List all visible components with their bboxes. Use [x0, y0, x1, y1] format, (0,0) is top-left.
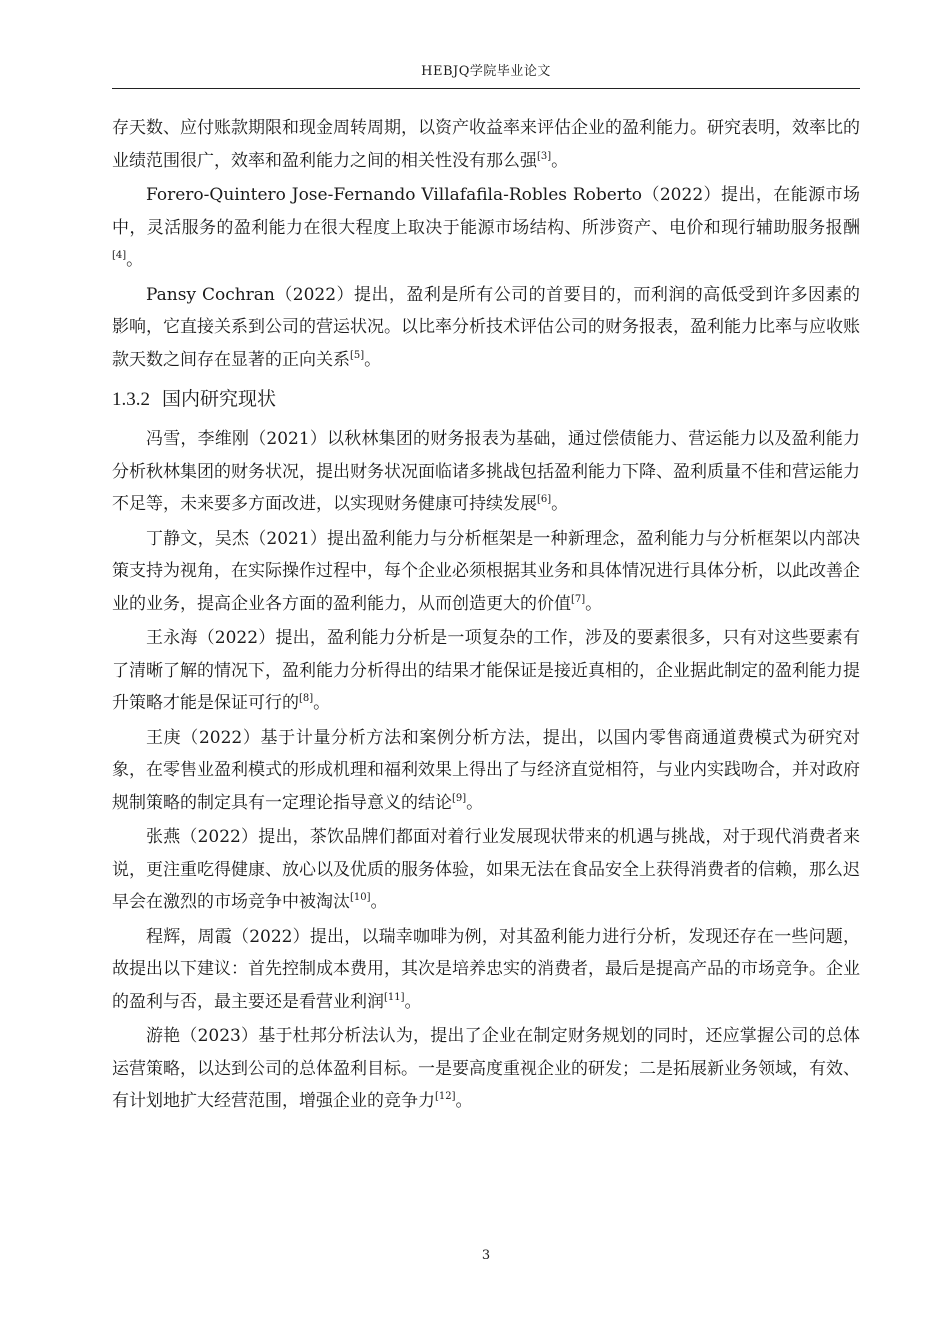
citation-ref: [7] — [571, 593, 586, 605]
paragraphs-after-section — [112, 423, 860, 1118]
paragraph-text: 丁静文，吴杰（2021）提出盈利能力与分析框架是一种新理念，盈利能力与分析框架以内部决策支持为视角，在实际操作过程中，每个企业必须根据其业务和具体情况进行具体分析，以此改善企业的业务，提高企业各方面的盈利能力，从而创造更大的价值 — [112, 528, 860, 614]
body-paragraph — [112, 1020, 860, 1118]
citation-ref: [8] — [299, 693, 314, 704]
section-number: 1.3.2 — [112, 389, 150, 410]
body-paragraph — [112, 722, 860, 820]
citation-ref: [5] — [350, 349, 365, 361]
citation-ref: [10] — [350, 892, 371, 903]
paragraph-end: 。 — [551, 150, 569, 171]
paragraph-end: 。 — [404, 991, 422, 1012]
body-paragraph — [112, 921, 860, 1019]
section-heading — [112, 384, 860, 415]
citation-ref: [4] — [112, 250, 127, 261]
body-paragraph — [112, 622, 860, 720]
citation-ref: [6] — [537, 494, 552, 505]
body-paragraph — [112, 279, 860, 377]
section-title: 国内研究现状 — [162, 388, 277, 410]
body-paragraph — [112, 179, 860, 277]
paragraph-text: 王永海（2022）提出，盈利能力分析是一项复杂的工作，涉及的要素很多，只有对这些要素有了清晰了解的情况下，盈利能力分析得出的结果才能保证是接近真相的，企业据此制定的盈利能力提升策略才能是保证可行的 — [112, 628, 860, 713]
page-header: HEBJQ学院毕业论文 — [421, 64, 551, 79]
paragraph-text: 存天数、应付账款期限和现金周转周期，以资产收益率来评估企业的盈利能力。研究表明，效率比的业绩范围很广，效率和盈利能力之间的相关性没有那么强 — [112, 118, 860, 171]
paragraph-text: Forero-Quintero Jose-Fernando Villafafila-Robles Roberto（2022）提出，在能源市场中，灵活服务的盈利能力在很大程度上取决于能源市场结构、所涉资产、电价和现行辅助服务报酬 — [112, 185, 860, 238]
body-paragraph — [112, 523, 860, 621]
header-rule — [112, 88, 860, 89]
paragraph-end: 。 — [313, 693, 331, 713]
page-body — [112, 112, 860, 1120]
citation-ref: [3] — [537, 150, 552, 162]
paragraph-end: 。 — [455, 1091, 473, 1111]
body-paragraph — [112, 821, 860, 919]
paragraphs-before-section — [112, 112, 860, 376]
paragraph-text: 张燕（2022）提出，茶饮品牌们都面对着行业发展现状带来的机遇与挑战，对于现代消费者来说，更注重吃得健康、放心以及优质的服务体验，如果无法在食品安全上获得消费者的信赖，那么迟早会在激烈的市场竞争中被淘汰 — [112, 827, 860, 912]
body-paragraph — [112, 423, 860, 521]
page-number: 3 — [481, 1248, 491, 1263]
paragraph-text: 程辉，周霞（2022）提出，以瑞幸咖啡为例，对其盈利能力进行分析，发现还存在一些问题，故提出以下建议：首先控制成本费用，其次是培养忠实的消费者，最后是提高产品的市场竞争。企业的盈利与否，最主要还是看营业利润 — [112, 926, 860, 1012]
paragraph-end: 。 — [585, 593, 603, 614]
paragraph-text: 王庚（2022）基于计量分析方法和案例分析方法，提出，以国内零售商通道费模式为研究对象，在零售业盈利模式的形成机理和福利效果上得出了与经济直觉相符，与业内实践吻合，并对政府规制策略的制定具有一定理论指导意义的结论 — [112, 727, 860, 813]
citation-ref: [12] — [435, 1091, 456, 1102]
paragraph-end: 。 — [466, 792, 484, 813]
body-paragraph — [112, 112, 860, 177]
paragraph-end: 。 — [370, 892, 388, 912]
paragraph-text: 游艳（2023）基于杜邦分析法认为，提出了企业在制定财务规划的同时，还应掌握公司的总体运营策略，以达到公司的总体盈利目标。一是要高度重视企业的研发；二是拓展新业务领域，有效、有计划地扩大经营范围，增强企业的竞争力 — [112, 1026, 860, 1111]
citation-ref: [9] — [452, 792, 467, 804]
paragraph-text: 冯雪，李维刚（2021）以秋林集团的财务报表为基础，通过偿债能力、营运能力以及盈利能力分析秋林集团的财务状况，提出财务状况面临诸多挑战包括盈利能力下降、盈利质量不佳和营运能力不足等，未来要多方面改进，以实现财务健康可持续发展 — [112, 429, 860, 514]
paragraph-end: 。 — [551, 494, 569, 514]
paragraph-end: 。 — [364, 349, 382, 370]
citation-ref: [11] — [384, 991, 405, 1003]
paragraph-text: Pansy Cochran（2022）提出，盈利是所有公司的首要目的，而利润的高低受到许多因素的影响，它直接关系到公司的营运状况。以比率分析技术评估公司的财务报表，盈利能力比率与应收账款天数之间存在显著的正向关系 — [112, 284, 860, 370]
paragraph-end: 。 — [126, 250, 144, 270]
